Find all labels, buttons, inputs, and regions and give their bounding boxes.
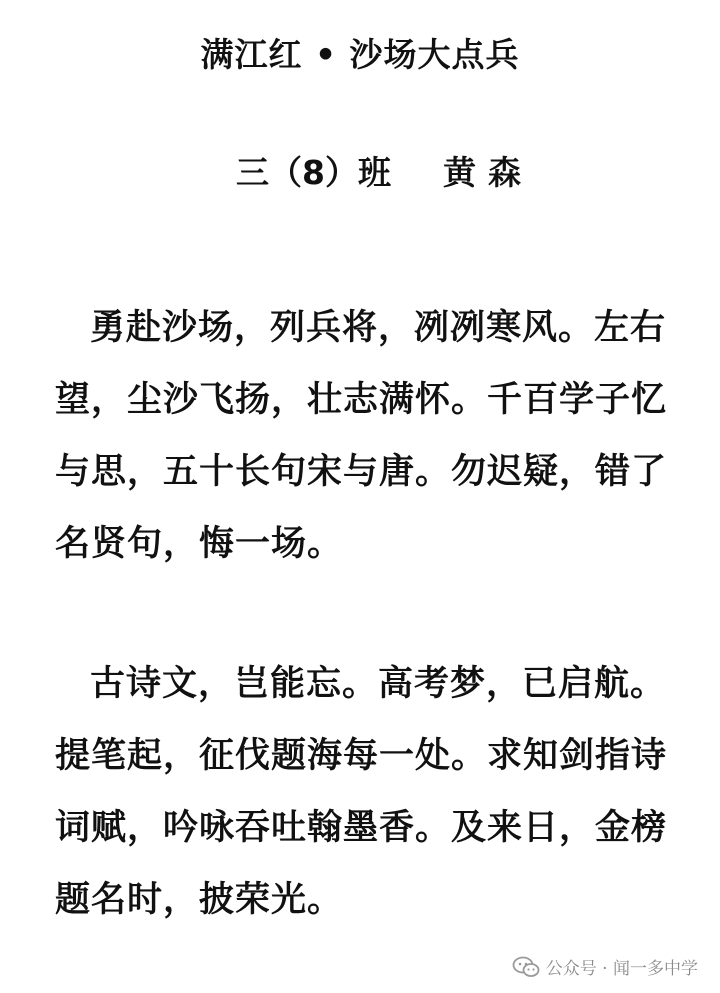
stanza-1: 勇赴沙场，列兵将，冽冽寒风。左右望，尘沙飞扬，壮志满怀。千百学子忆与思，五十长句宋与唐。勿迟疑，错了名贤句，悔一场。: [55, 308, 668, 564]
wechat-icon: [512, 956, 540, 978]
author-name: 黄森: [442, 153, 533, 192]
poem-title: 满江红 • 沙场大点兵: [200, 35, 520, 74]
stanza-2: 古诗文，岂能忘。高考梦，已启航。提笔起，征伐题海每一处。求知剑指诗词赋，吟咏吞吐翰墨香。及来日，金榜题名时，披荣光。: [55, 664, 668, 920]
watermark-text: 公众号 · 闻一多中学: [545, 959, 698, 979]
byline: [236, 148, 533, 198]
class-label: 三（8）班: [236, 153, 391, 192]
watermark: [512, 954, 698, 979]
